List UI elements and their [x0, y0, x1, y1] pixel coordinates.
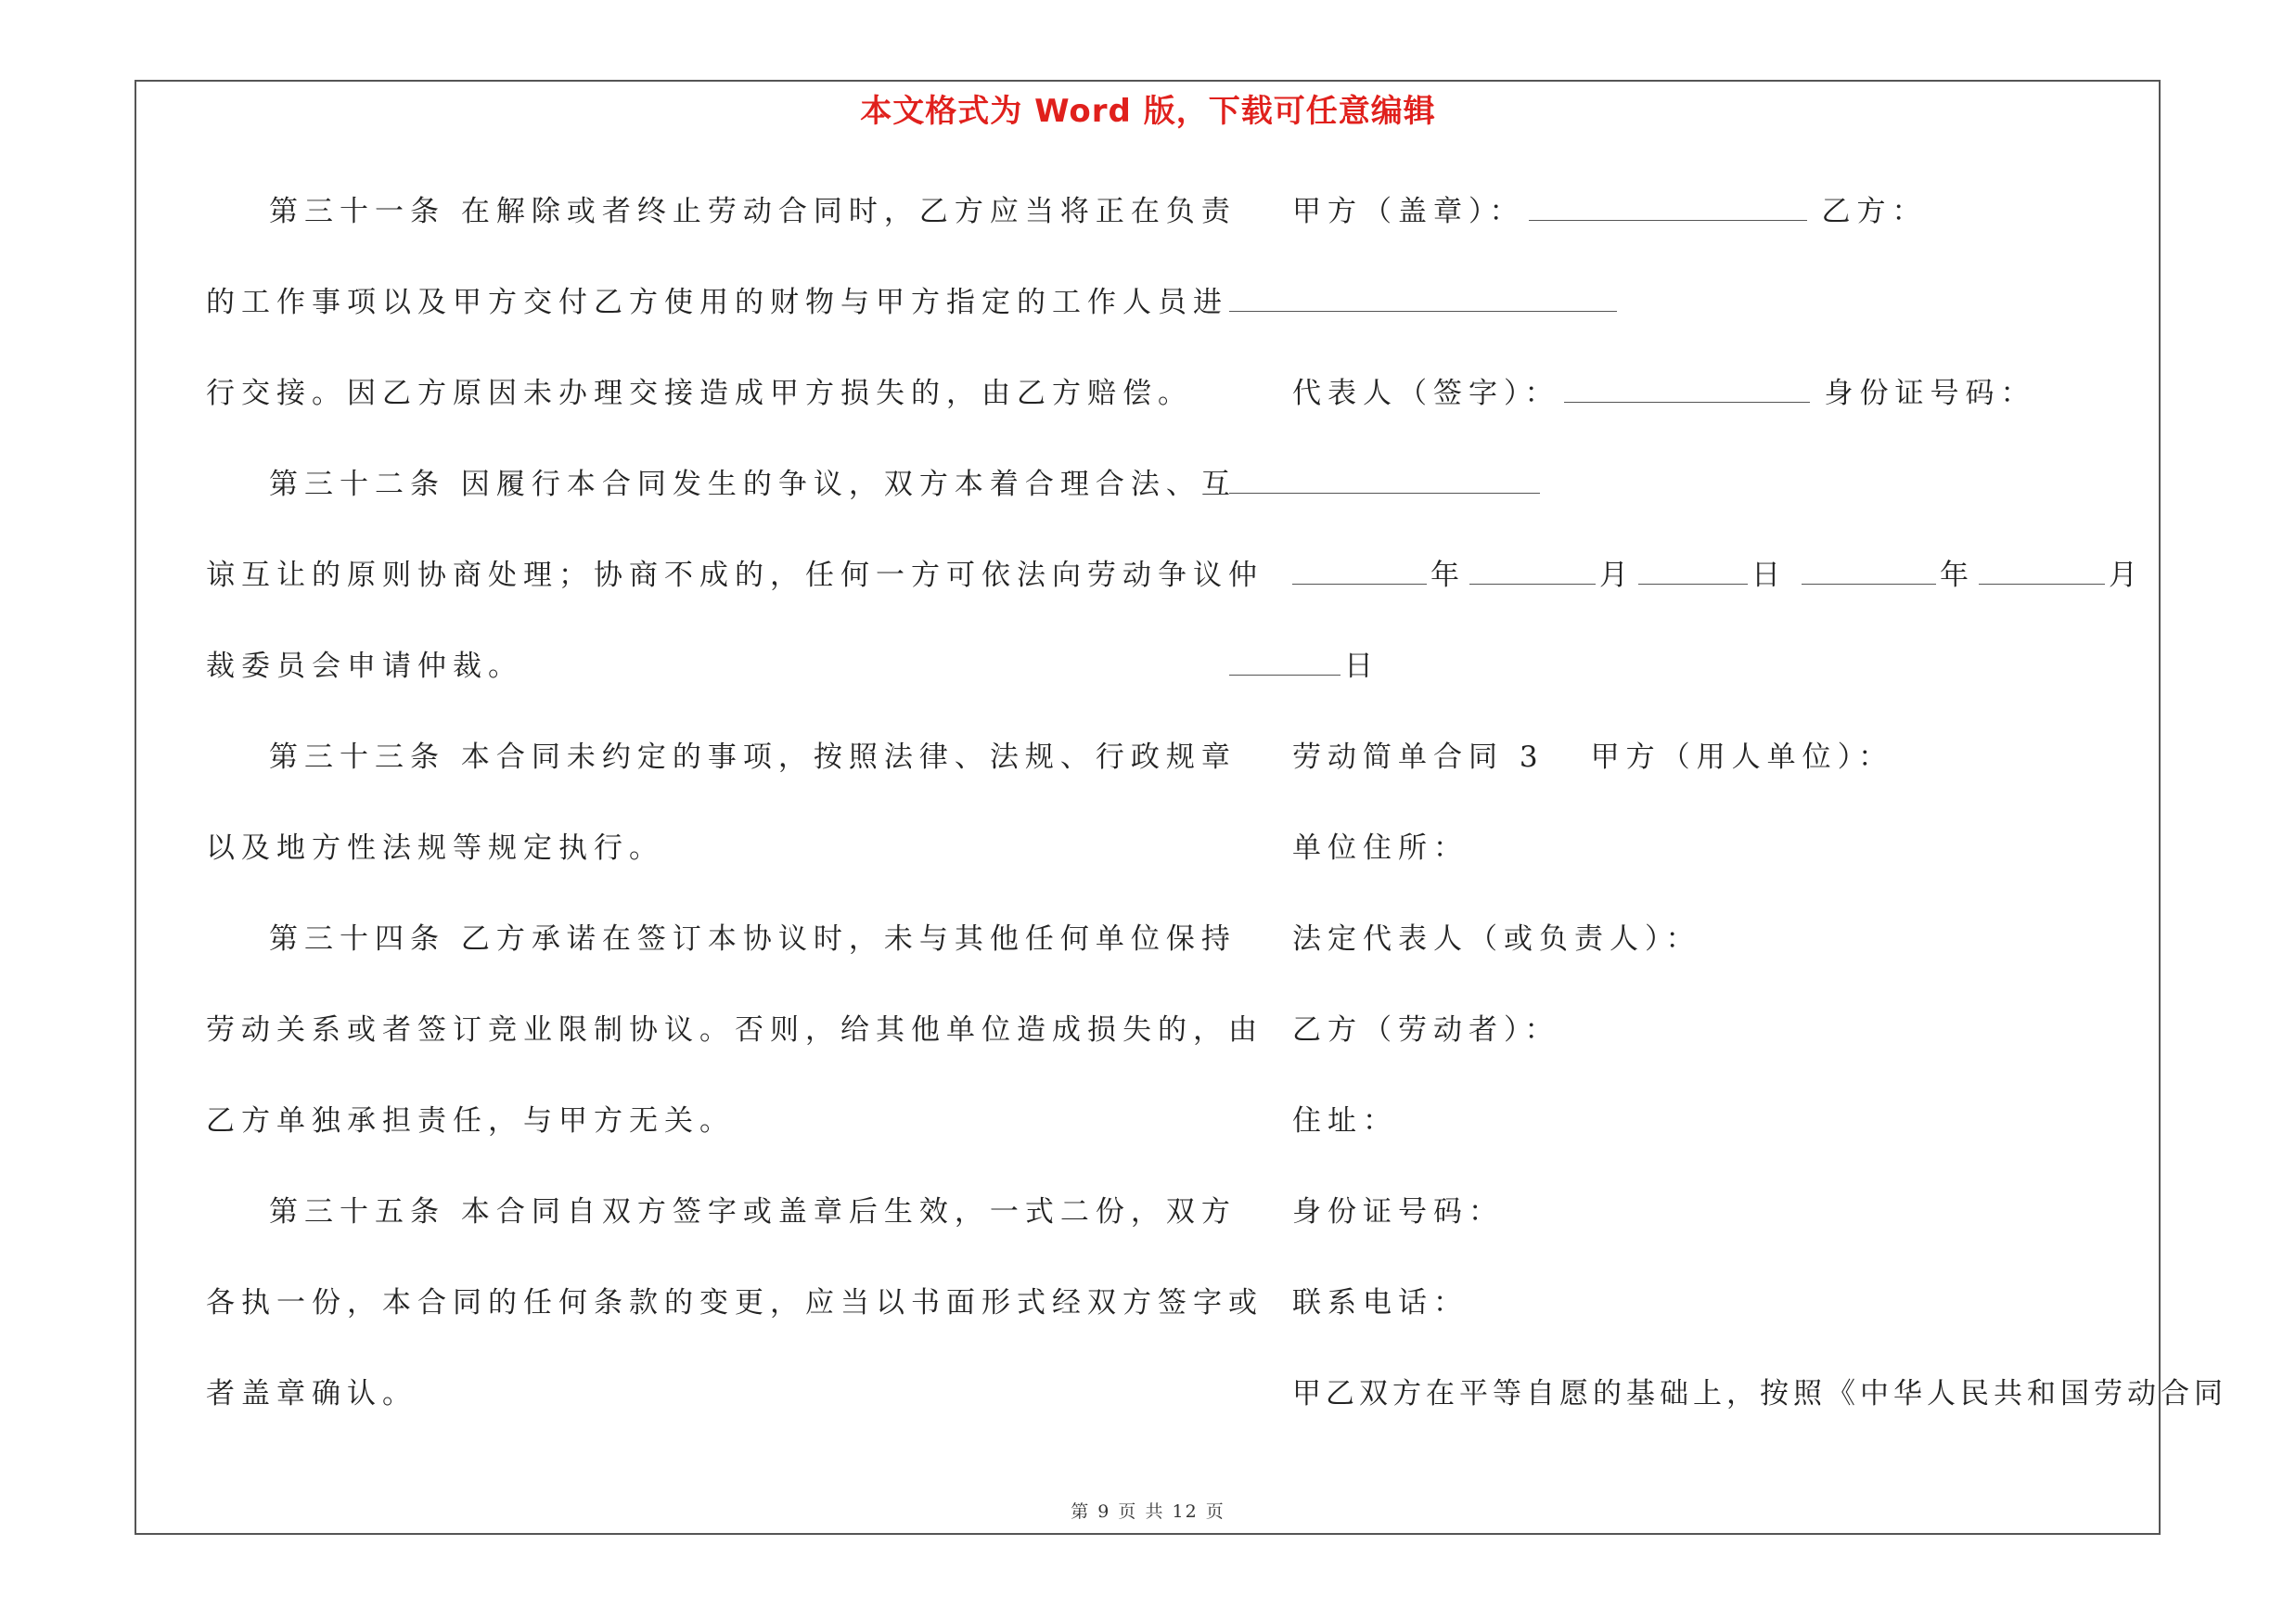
signature-row-rep	[1229, 375, 2036, 412]
party-b-month-label: 月	[2109, 559, 2144, 592]
employer-label: 甲方（用人单位）：	[1590, 741, 1894, 774]
article-31-line-3: 行交接。因乙方原因未办理交接造成甲方损失的，由乙方赔偿。	[206, 377, 1193, 410]
contract-title: 劳动简单合同 3	[1292, 741, 1545, 774]
party-a-day-label: 日	[1751, 559, 1787, 592]
party-b-year-label: 年	[1940, 559, 1975, 592]
date-row	[1229, 557, 2144, 594]
employee-label: 乙方（劳动者）：	[1292, 1013, 1560, 1047]
article-31-line-1: 第三十一条 在解除或者终止劳动合同时，乙方应当将正在负责	[269, 195, 1237, 228]
signature-row-party-cont	[1229, 284, 1621, 321]
representative-sign-label: 代表人（签字）：	[1292, 377, 1560, 410]
unit-address-label: 单位住所：	[1292, 831, 1469, 865]
id-number-label: 身份证号码：	[1292, 1195, 1504, 1229]
article-35-line-1: 第三十五条 本合同自双方签字或盖章后生效，一式二份，双方	[269, 1195, 1237, 1229]
article-32-line-1: 第三十二条 因履行本合同发生的争议，双方本着合理合法、互	[269, 468, 1237, 501]
party-a-day-blank	[1638, 558, 1748, 585]
party-b-month-blank	[1979, 558, 2105, 585]
article-31-line-2: 的工作事项以及甲方交付乙方使用的财物与甲方指定的工作人员进	[206, 286, 1228, 319]
party-b-year-blank	[1802, 558, 1936, 585]
article-32-line-2: 谅互让的原则协商处理；协商不成的，任何一方可依法向劳动争议仲	[206, 559, 1263, 592]
contract-title-row	[1229, 739, 1893, 776]
editable-banner: 本文格式为 Word 版，下载可任意编辑	[860, 93, 1436, 130]
signature-row-party	[1229, 193, 1928, 230]
date-row-cont	[1229, 648, 1379, 685]
article-35-line-3: 者盖章确认。	[206, 1377, 417, 1410]
party-a-month-label: 月	[1599, 559, 1635, 592]
id-number-sig-label: 身份证号码：	[1824, 377, 2036, 410]
article-32-line-3: 裁委员会申请仲裁。	[206, 650, 523, 683]
signature-row-rep-cont	[1229, 466, 1544, 503]
party-b-blank	[1229, 285, 1617, 312]
party-a-year-blank	[1292, 558, 1427, 585]
party-a-year-label: 年	[1430, 559, 1466, 592]
party-b-day-blank	[1229, 649, 1340, 676]
article-34-line-1: 第三十四条 乙方承诺在签订本协议时，未与其他任何单位保持	[269, 922, 1237, 956]
phone-label: 联系电话：	[1292, 1286, 1469, 1320]
article-33-line-1: 第三十三条 本合同未约定的事项，按照法律、法规、行政规章	[269, 741, 1237, 774]
party-b-day-label: 日	[1344, 650, 1379, 683]
address-label: 住址：	[1292, 1104, 1398, 1138]
party-a-seal-label: 甲方（盖章）：	[1292, 195, 1525, 228]
article-34-line-3: 乙方单独承担责任，与甲方无关。	[206, 1104, 735, 1138]
intro-paragraph: 甲乙双方在平等自愿的基础上，按照《中华人民共和国劳动合同	[1292, 1377, 2227, 1410]
article-35-line-2: 各执一份，本合同的任何条款的变更，应当以书面形式经双方签字或	[206, 1286, 1263, 1320]
page-number: 第 9 页 共 12 页	[1071, 1501, 1225, 1522]
representative-sign-blank	[1564, 376, 1810, 403]
legal-rep-label: 法定代表人（或负责人）：	[1292, 922, 1701, 956]
article-34-line-2: 劳动关系或者签订竞业限制协议。否则，给其他单位造成损失的，由	[206, 1013, 1263, 1047]
article-33-line-2: 以及地方性法规等规定执行。	[206, 831, 664, 865]
party-b-label: 乙方：	[1821, 195, 1928, 228]
id-number-sig-blank	[1229, 467, 1540, 494]
party-a-seal-blank	[1529, 194, 1807, 221]
party-a-month-blank	[1469, 558, 1596, 585]
